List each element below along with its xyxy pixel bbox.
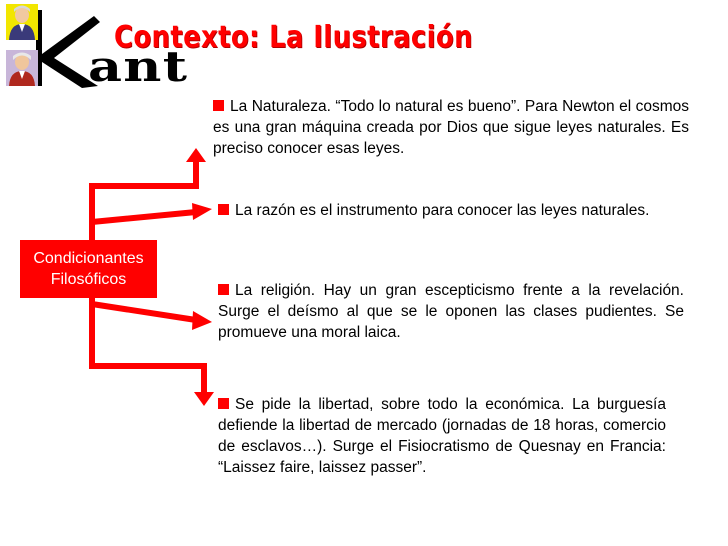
page-title: Contexto: La Ilustración [114, 20, 473, 55]
connector-branch-3 [92, 298, 196, 320]
condicionantes-label [20, 240, 157, 298]
label-line-2: Filosóficos [50, 271, 127, 288]
connector-arrow-4 [194, 392, 214, 406]
connector-arrow-2 [192, 203, 212, 220]
item-text: Se pide la libertad, sobre todo la económica. La burguesía defiende la libertad de mercado (jornadas de 18 horas, comercio de esclavos…). Surge el Fisiocratismo de Quesnay en Francia: “Laissez faire, laissez passer”. [218, 396, 666, 476]
item-text: La Naturaleza. “Todo lo natural es bueno”. Para Newton el cosmos es una gran máquina creada por Dios que sigue leyes naturales. Es preciso conocer esas leyes. [213, 98, 689, 157]
connector-branch-1 [92, 160, 196, 240]
bullet-icon [218, 204, 229, 215]
item-razon [218, 200, 689, 221]
connector-arrow-3 [192, 311, 212, 330]
logo-wordmark: ant [88, 42, 189, 91]
label-line-1: Condicionantes [33, 250, 144, 267]
item-naturaleza [213, 96, 689, 159]
item-text: La religión. Hay un gran escepticismo frente a la revelación. Surge el deísmo al que se le oponen las clases pudientes. Se promueve una moral laica. [218, 282, 684, 341]
bullet-icon [213, 100, 224, 111]
item-religion [218, 280, 684, 343]
bullet-icon [218, 398, 229, 409]
bullet-icon [218, 284, 229, 295]
connector-arrow-1 [186, 148, 206, 162]
connector-branch-2 [92, 212, 196, 240]
item-text: La razón es el instrumento para conocer las leyes naturales. [235, 202, 650, 219]
item-libertad [218, 394, 666, 478]
